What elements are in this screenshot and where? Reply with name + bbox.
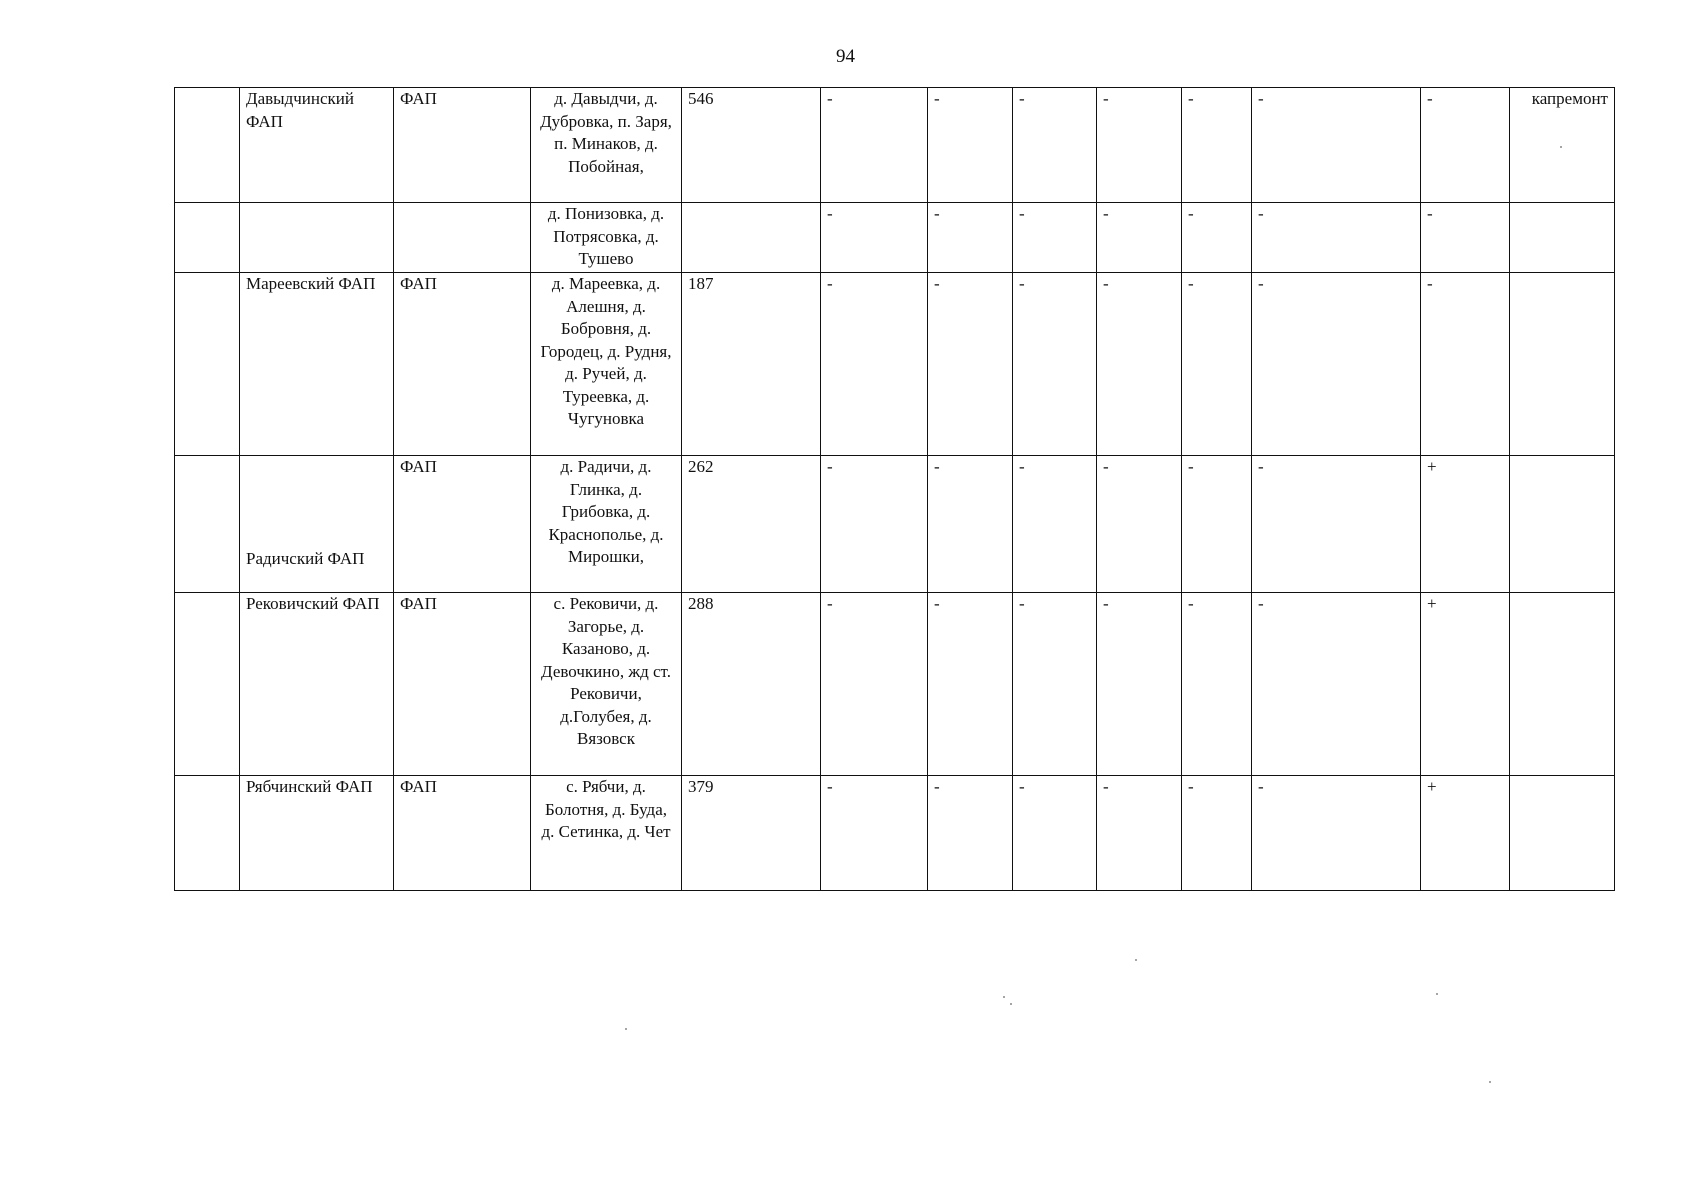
mark-cell: - [821,593,928,776]
mark-cell: - [1182,88,1252,203]
mark-cell: - [1097,776,1182,891]
population-cell: 187 [682,273,821,456]
mark-cell: - [1182,776,1252,891]
mark-cell: + [1421,776,1510,891]
table-row [175,776,1615,891]
scan-speck [1135,959,1137,961]
mark-cell: - [821,203,928,273]
facility-type-cell: ФАП [394,273,531,456]
note-cell [1510,776,1615,891]
page-number: 94 [836,46,855,67]
mark-cell: - [1097,273,1182,456]
facility-name-cell: Радичский ФАП [240,456,394,593]
villages-cell: с. Рябчи, д. Болотня, д. Буда, д. Сетинка, д. Чет [531,776,682,891]
mark-cell: - [928,273,1013,456]
mark-cell: - [1421,273,1510,456]
facility-name-cell: Давыдчинский ФАП [240,88,394,203]
mark-cell: - [928,203,1013,273]
population-cell: 288 [682,593,821,776]
mark-cell: - [928,593,1013,776]
scan-speck [1003,996,1005,998]
mark-cell: - [821,456,928,593]
facility-type-cell: ФАП [394,776,531,891]
villages-cell: д. Мареевка, д. Алешня, д. Бобровня, д. Городец, д. Рудня, д. Ручей, д. Туреевка, д. Чугуновка [531,273,682,456]
note-cell [1510,273,1615,456]
facility-type-cell [394,203,531,273]
facility-name-cell: Рековичский ФАП [240,593,394,776]
mark-cell: - [1252,203,1421,273]
mark-cell: - [1252,273,1421,456]
mark-cell: - [1421,203,1510,273]
villages-cell: д. Давыдчи, д. Дубровка, п. Заря, п. Минаков, д. Побойная, [531,88,682,203]
mark-cell: - [1252,776,1421,891]
facility-name-cell [240,203,394,273]
villages-cell: с. Рековичи, д. Загорье, д. Казаново, д. Девочкино, жд ст. Рековичи, д.Голубея, д. Вязовск [531,593,682,776]
scan-speck [1489,1081,1491,1083]
villages-cell: д. Понизовка, д. Потрясовка, д. Тушево [531,203,682,273]
population-cell: 262 [682,456,821,593]
mark-cell: - [1097,456,1182,593]
mark-cell: - [1182,456,1252,593]
table-row [175,203,1615,273]
population-cell: 379 [682,776,821,891]
mark-cell: - [1013,776,1097,891]
mark-cell: - [821,776,928,891]
table-row [175,593,1615,776]
scan-speck [1010,1003,1012,1005]
mark-cell: - [1097,88,1182,203]
row-number-cell [175,203,240,273]
mark-cell: - [1252,88,1421,203]
mark-cell: - [928,776,1013,891]
mark-cell: - [1013,203,1097,273]
mark-cell: - [1013,88,1097,203]
mark-cell: - [1097,593,1182,776]
scan-speck [625,1028,627,1030]
mark-cell: - [1013,273,1097,456]
note-cell [1510,203,1615,273]
mark-cell: - [1013,593,1097,776]
facility-type-cell: ФАП [394,88,531,203]
mark-cell: - [1421,88,1510,203]
mark-cell: - [1182,593,1252,776]
mark-cell: - [1182,203,1252,273]
population-cell: 546 [682,88,821,203]
note-cell [1510,456,1615,593]
scan-speck [1560,146,1562,148]
row-number-cell [175,456,240,593]
mark-cell: - [821,88,928,203]
mark-cell: - [1097,203,1182,273]
note-cell [1510,593,1615,776]
mark-cell: - [821,273,928,456]
mark-cell: + [1421,456,1510,593]
mark-cell: + [1421,593,1510,776]
facility-type-cell: ФАП [394,593,531,776]
table-row [175,456,1615,593]
row-number-cell [175,593,240,776]
facilities-table [174,87,1615,891]
mark-cell: - [928,88,1013,203]
facility-name-cell: Рябчинский ФАП [240,776,394,891]
row-number-cell [175,776,240,891]
facility-name-cell: Мареевский ФАП [240,273,394,456]
mark-cell: - [1252,593,1421,776]
mark-cell: - [1013,456,1097,593]
note-cell: капремонт [1510,88,1615,203]
facility-type-cell: ФАП [394,456,531,593]
scan-speck [1436,993,1438,995]
villages-cell: д. Радичи, д. Глинка, д. Грибовка, д. Краснополье, д. Мирошки, [531,456,682,593]
row-number-cell [175,273,240,456]
row-number-cell [175,88,240,203]
mark-cell: - [1182,273,1252,456]
population-cell [682,203,821,273]
table-row [175,273,1615,456]
table-row [175,88,1615,203]
mark-cell: - [928,456,1013,593]
mark-cell: - [1252,456,1421,593]
